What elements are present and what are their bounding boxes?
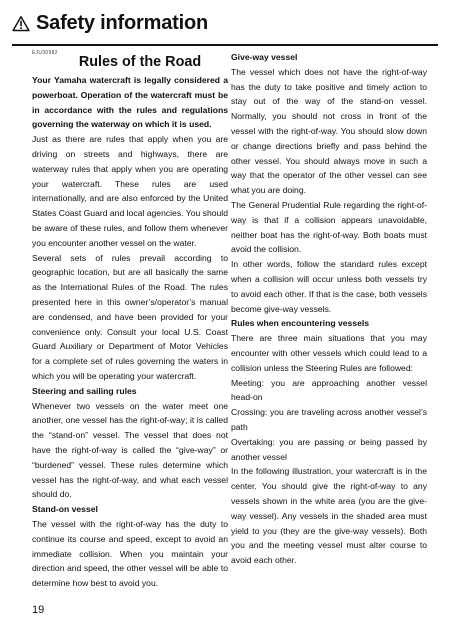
intro-paragraph: Your Yamaha watercraft is legally considered a powerboat. Operation of the watercraft must be in accordance with the rules and regulations governing the waterway on which it is used. [32,75,228,130]
warning-triangle-icon [12,15,30,32]
header-title-text: Safety information [36,12,208,34]
subheading-stand-on-vessel: Stand-on vessel [32,504,98,515]
right-column [231,50,427,568]
section-title: Rules of the Road [78,54,202,70]
header-title [12,12,208,35]
page-number: 19 [32,604,45,616]
paragraph: The General Prudential Rule regarding the right-of-way is that if a collision appears unavoidable, neither boat has the right-of-way. Both boats must avoid the collision. [231,199,427,255]
paragraph: There are three main situations that you may encounter with other vessels which could lead to a collision unless the Steering Rules are followed: [231,333,427,373]
paragraph: The vessel which does not have the right-of-way has the duty to take positive and timely action to stay out of the way of the stand-on vessel. Normally, you should not cross in front of the vessel with the right-of-way. You should slow down or change directions briefly and pass behind the other vessel. You should always move in such a way that the operator of the other vessel can see what you are doing. [231,66,427,196]
paragraph: In the following illustration, your watercraft is in the center. You should give the right-of-way to any vessels shown in the white area (you are the give-way vessel). Any vessels in the shaded area must yield to you (they are the give-way vessels). Both you and the meeting vessel must alter course to avoid each other. [231,466,427,566]
paragraph: In other words, follow the standard rules except when a collision will occur unless both vessels try to avoid each other. If that is the case, both vessels become give-way vessels. [231,259,427,314]
paragraph-meeting: Meeting: you are approaching another vessel head-on [231,377,427,403]
page-header [12,4,438,46]
paragraph-overtaking: Overtaking: you are passing or being passed by another vessel [231,436,427,462]
paragraph: Whenever two vessels on the water meet one another, one vessel has the right-of-way; it is called the “stand-on” vessel. The vessel that does not have the right-of-way is called the “give-way” or “burdened” vessel. These rules determine which vessel has the right-of-way, and what each vessel should do. [32,400,228,500]
paragraph: Several sets of rules prevail according to geographic location, but are all basically the same as the International Rules of the Road. The rules presented here in this owner’s/operator’s manual are condensed, and have been provided for your convenience only. Consult your local U.S. Coast Guard Auxiliary or Department of Motor Vehicles for a complete set of rules governing the waters in which you will be operating your watercraft. [32,252,228,381]
paragraph: The vessel with the right-of-way has the duty to continue its course and speed, except to avoid an immediate collision. When you maintain your direction and speed, the other vessel will be able to determine how best to avoid you. [32,518,228,589]
left-column [32,50,228,591]
document-code: EJU30982 [32,50,58,56]
subheading-steering-rules: Steering and sailing rules [32,385,137,396]
paragraph: Just as there are rules that apply when you are driving on streets and highways, there are waterway rules that apply when you are operating your watercraft. These rules are used internationally, and are also enforced by the United States Coast Guard and local agencies. You should be aware of these rules, and follow them whenever you encounter another vessel on the water. [32,134,228,248]
subheading-give-way-vessel: Give-way vessel [231,52,298,62]
subheading-encountering-vessels: Rules when encountering vessels [231,318,370,329]
paragraph-crossing: Crossing: you are traveling across another vessel’s path [231,407,427,432]
